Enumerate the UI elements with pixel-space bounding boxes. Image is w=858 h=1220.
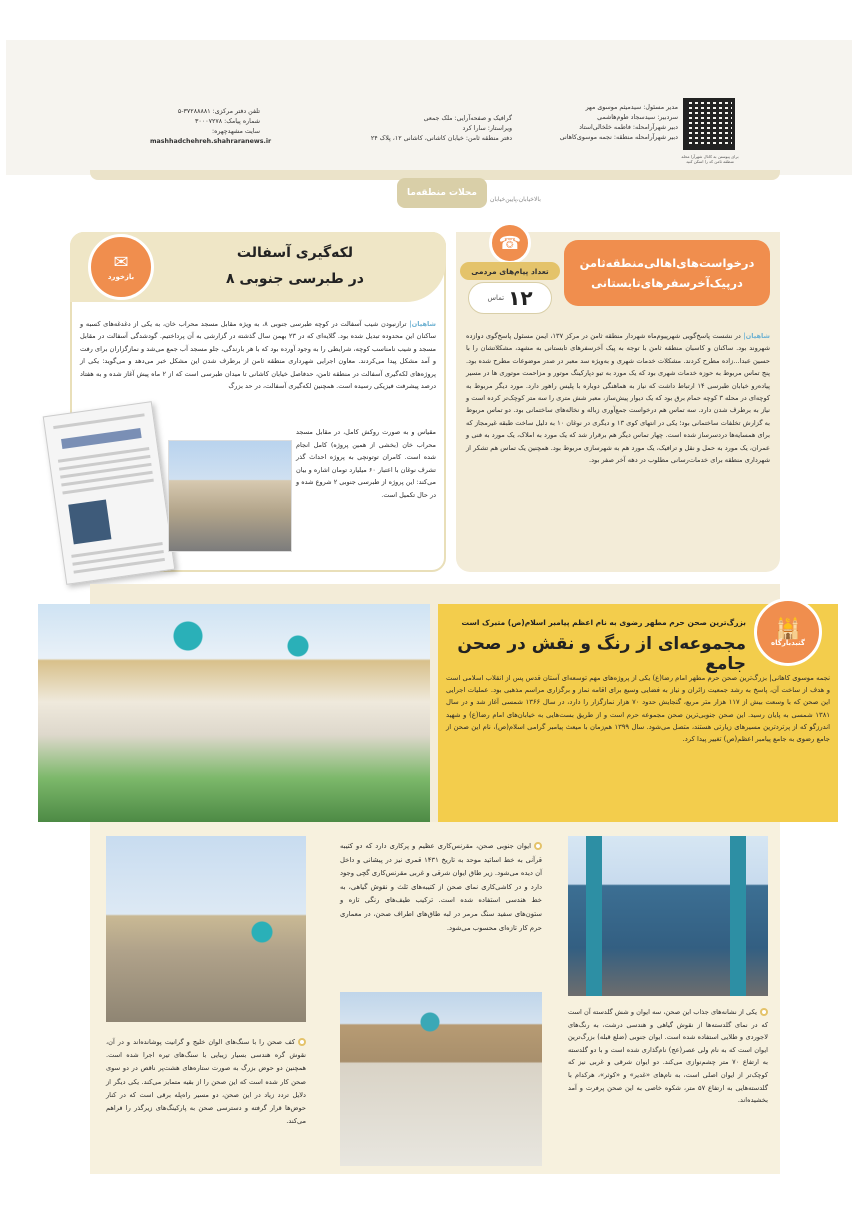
feature-body: نجمه موسوی کاهانی| بزرگ‌ترین صحن حرم مطهر امام رضا(ع) یکی از پروژه‌های مهم توسعه‌ای آستان قدس پس از انقلاب اسلامی است و هدف از ساخت آن، پاسخ به رشد جمعیت زائران و نیاز به فضایی وسیع برای اقامه نماز و برگزاری مراسم مذهبی بود. عملیات اجرایی این صحن که با وسعت بیش از ۱۱۷ هزار متر مربع، گنجایش حدود ۷۰ هزار نمازگزار را دارد، در سال ۱۳۶۶ شمسی آغاز شد و در سال ۱۳۸۱ شمسی به پایان رسید. این صحن جنوبی‌ترین صحن مجموعه حرم است و از طریق بست‌هایی به خیابان‌های امام رضا(ع) و شهید اندرزگو که از پرتردترین مسیرهای زیارتی هستند، متصل می‌شود. سال ۱۳۹۹ هم‌زمان با میعث پیامبر گرامی اسلام(ص)، نام این صحن از جامع رضوی به جامع پیامبر اعظم(ص) تغییر پیدا کرد. bbox=[446, 674, 831, 744]
street-photo bbox=[168, 440, 292, 552]
courtyard-floor-text bbox=[106, 1036, 306, 1166]
title-line: لکه‌گیری آسفالت bbox=[236, 245, 354, 261]
contact-line: تلفن دفتر مرکزی: ۳۷۲۸۸۸۸۱-۵ bbox=[177, 108, 260, 115]
calls-count-value: ۱۲ bbox=[508, 286, 533, 310]
iwan-minarets-photo bbox=[568, 836, 768, 996]
contact-info bbox=[150, 107, 272, 147]
article-text: ترازنبودن شیب آسفالت در کوچه طبرسی جنوبی ۸، به ویژه مقابل مسجد محراب خان، به یکی از دغدغه‌های کسبه و ساکنان این محدوده تبدیل شده بود. گلایه‌ای که در ۲۳ بهمن سال گذشته در گزارشی به آن پرداختیم. گودشدگی آسفالت در مقابل مسجد و شیب نامناسب کوچه، شرایطی را به وجود آورده بود که با هر بارندگی، جلو مسجد آب جمع می‌شد و نمازگزاران برای رفت و آمد مشکل پیدا می‌کردند. معاون اجرایی شهرداری منطقه ثامن از برطرف شدن این مشکل خبر می‌دهد و می‌گوید: یکی از پروژه‌های لکه‌گیری آسفالت در منطقه ثامن، حدفاصل خیابان کاشانی تا میدان طبرسی است که از ۲ ماه پیش آغاز شده و به هفتاد درصد پیشرفت فیزیکی رسیده است. همچنین لکه‌گیری آسفالت، در حد بزرگ bbox=[80, 320, 436, 391]
calls-count-unit: تماس bbox=[487, 294, 505, 302]
story-requests-title bbox=[564, 240, 770, 306]
credit-line: سردبیر: سیدسجاد طوم‌هاشمی bbox=[597, 114, 678, 121]
calls-count-label: تعداد پیام‌های مردمی bbox=[460, 262, 560, 280]
bullet-icon bbox=[760, 1008, 768, 1016]
feature-subtitle: بزرگ‌ترین صحن حرم مطهر رضوی به نام اعظم پیامبر اسلام(ص) متبرک است bbox=[461, 618, 746, 627]
title-line: در طبرسی جنوبی ۸ bbox=[226, 271, 364, 287]
bullet-icon bbox=[298, 1038, 306, 1046]
iwans-minarets-text bbox=[568, 1006, 768, 1168]
bullet-icon bbox=[534, 842, 542, 850]
article-text: یکی از نشانه‌های جذاب این صحن، سه ایوان و شش گلدسته آن است که در نمای گلدسته‌ها از نقوش گیاهی و هندسی درشت، به رنگ‌های لاجوردی و طلایی استفاده شده است. ایوان جنوبی (ضلع قبله) بزرگ‌ترین ایوان است که به نام ولی عصر(عج) نام‌گذاری شده است و با دو گلدسته به ارتفاع ۷۰ متر چشم‌نوازی می‌کند. دو ایوان شرقی و غربی نیز که کوچک‌تر از ایوان اصلی است، به نام‌های «غدیر» و «کوثر»، هرکدام با گلدسته‌هایی به ارتفاع ۵۷ متر، شکوه خاصی به این صحن پرفرت و آمد بخشیده‌اند. bbox=[568, 1008, 768, 1105]
qr-caption: برای پیوستن به کانال شهرآرا محله منطقه ثامن کد را اسکن کنید bbox=[681, 154, 739, 164]
message-icon: ✉ bbox=[113, 252, 129, 273]
story-requests-body bbox=[466, 330, 770, 566]
breadcrumb: بالاخیابان،پایین‌خیابان bbox=[490, 196, 541, 203]
credit-line: دبیر شهرآرامحله منطقه: نجمه موسوی‌کاهانی bbox=[559, 134, 678, 141]
qr-code-icon[interactable] bbox=[683, 98, 735, 150]
phone-icon: ☎ bbox=[489, 222, 531, 264]
byline: شاهیان| bbox=[409, 320, 436, 328]
title-line: درپیک‌آخرسفرهای‌تابستانی bbox=[591, 276, 743, 290]
article-text: ایوان جنوبی صحن، مقرنس‌کاری عظیم و پرکاری دارد که دو کتیبه قرآنی به خط اساتید موحد به تاریخ ۱۴۳۱ قمری نیز در پیشانی و داخل آن دیده می‌شود. زیر طاق ایوان شرقی و غربی مقرنس‌کاری گچی وجود دارد و در کاشی‌کاری نمای صحن از کتیبه‌های ثلث و نقوش گیاهی، به خط هندسی استفاده شده است. ترکیب طیف‌های رنگی تازه و ستون‌های سفید سنگ مرمر در لبه طاق‌های اطراف صحن، در معماری حرم کار تازه‌ای محسوب می‌شود. bbox=[340, 842, 542, 932]
dome-badge-label: گنبدبارگاه bbox=[771, 639, 805, 647]
courtyard-aerial-photo bbox=[340, 992, 542, 1166]
credit-line: دبیر شهرآرامحله: فاطمه خلخالی‌استاد bbox=[579, 124, 678, 131]
feedback-badge bbox=[88, 234, 154, 300]
calls-count bbox=[468, 282, 552, 314]
story-asphalt-body-continued: مقیاس و به صورت روکش کامل، در مقابل مسجد محراب خان (بخشی از همین پروژه) کامل انجام شده است. کامران توتونچی به پروژه احداث گذر تشرف نوغان با اعتبار ۶۰ میلیارد تومان اشاره و بیان می‌کند: این پروژه از طبرسی جنوبی ۲ شروع شده و در حال تکمیل است. bbox=[296, 428, 436, 499]
title-line: درخواست‌های‌اهالی‌منطقه‌ثامن bbox=[579, 256, 755, 270]
dome-badge bbox=[754, 598, 822, 666]
feature-title: مجموعه‌ای از رنگ و نقش در صحن جامع bbox=[457, 634, 746, 674]
design-credits bbox=[350, 114, 512, 144]
staff-credits bbox=[559, 103, 678, 143]
credit-line: ویراستار: سارا کرد bbox=[462, 125, 512, 132]
article-text: در نشست پاسخ‌گویی شهرپیوم‌ماه شهردار منطقه ثامن در مرکز ۱۳۷، ایمن مسئول پاسخ‌گوی دوازده شهروند بود. ساکنان و کاسبان منطقه ثامن با توجه به پیک آخرسفرهای تابستانی به مشهد، مشکلاتشان را با حسین عبدا...زاده مطرح کردند. مشکلات خدمات شهری و به‌ویژه سد معبر در صدر موضوعات مطرح شده بود. پنج تماس مربوط به حوزه خدمات شهری بود که یک مورد به تیو دپارکینگ موتور و مزاحمت موتوری ها در مسیر پیاده‌رو خیابان طبرسی ۱۴ ارتباط داشت که نیاز به هماهنگی دوباره با پلیس راهور دارد. مورد دیگر مربوط به کوچه‌ای در محله ۳ کوچه حمام برق بود که یک دیوار پیش‌ساز، معبر شش متری را سه متر کوچک‌تر کرده است و نیاز به برطرف شدن دارد. سه تماس هم درخواست جمع‌آوری زباله و نخاله‌های ساختمانی بود. دو تماس مربوط به گزارش تخلفات ساختمانی بود؛ یکی در انتهای کوی ۱۳ و دیگری در نوغان ۱۰ به دلیل ساخت طبقه غیرمجاز که برای همسایه‌ها دردسرساز شده است. چهار تماس دیگر هم برقرار شد که یک مورد به املاک، یک مورد به فنی و عمران، یک مورد به حمل و نقل و ترافیک، یک مورد هم به شهرسازی مربوط بود. همچنین یک تماس هم تشکر از شهرداری منطقه برای خدمات‌رسانی مطلوب در دهه آخر صفر بود. bbox=[466, 332, 770, 465]
contact-line: سایت مشهدچهره: bbox=[211, 128, 260, 135]
newspaper-clipping-image bbox=[43, 401, 176, 585]
iwan-south-text bbox=[340, 840, 542, 988]
feedback-badge-label: بازخورد bbox=[107, 273, 135, 281]
byline: شاهیان| bbox=[743, 332, 770, 340]
credit-line: مدیر مسئول: سیدمیثم موسوی مهر bbox=[585, 104, 678, 111]
contact-line: شماره پیامک: ۳۰۰۰۷۲۷۸ bbox=[195, 118, 260, 125]
section-tab[interactable]: محلات منطقه‌ما bbox=[397, 178, 487, 208]
courtyard-photo-left bbox=[106, 836, 306, 1022]
shrine-courtyard-photo bbox=[38, 604, 430, 822]
credit-line: گرافیک و صفحه‌آرایی: ملک جمعی bbox=[423, 115, 512, 122]
credit-line: دفتر منطقه ثامن: خیابان کاشانی، کاشانی ۱۲، پلاک ۲۴ bbox=[370, 135, 512, 142]
dome-icon: 🕌 bbox=[775, 616, 801, 640]
website-link[interactable]: mashhadchehreh.shahraranews.ir bbox=[150, 138, 272, 145]
article-text: کف صحن را با سنگ‌های الوان خلیج و گرانیت پوشانده‌اند و در آن، نقوش گره هندسی بسیار زیبایی با سنگ‌های تیره اجرا شده است. همچنین دو حوض بزرگ به صورت ستاره‌های هشت‌پر ناقص در دو سوی صحن کار شده است که این صحن را از بقیه متمایز می‌کند. یکی دیگر از دلایل تردد زیاد در این صحن، دو مسیر راه‌پله برقی است که در کنار حوض‌ها قرار گرفته و دسترسی صحن به پارکینگ‌های زیرگذر را فراهم می‌کند. bbox=[106, 1038, 306, 1126]
story-asphalt-title bbox=[150, 240, 440, 292]
